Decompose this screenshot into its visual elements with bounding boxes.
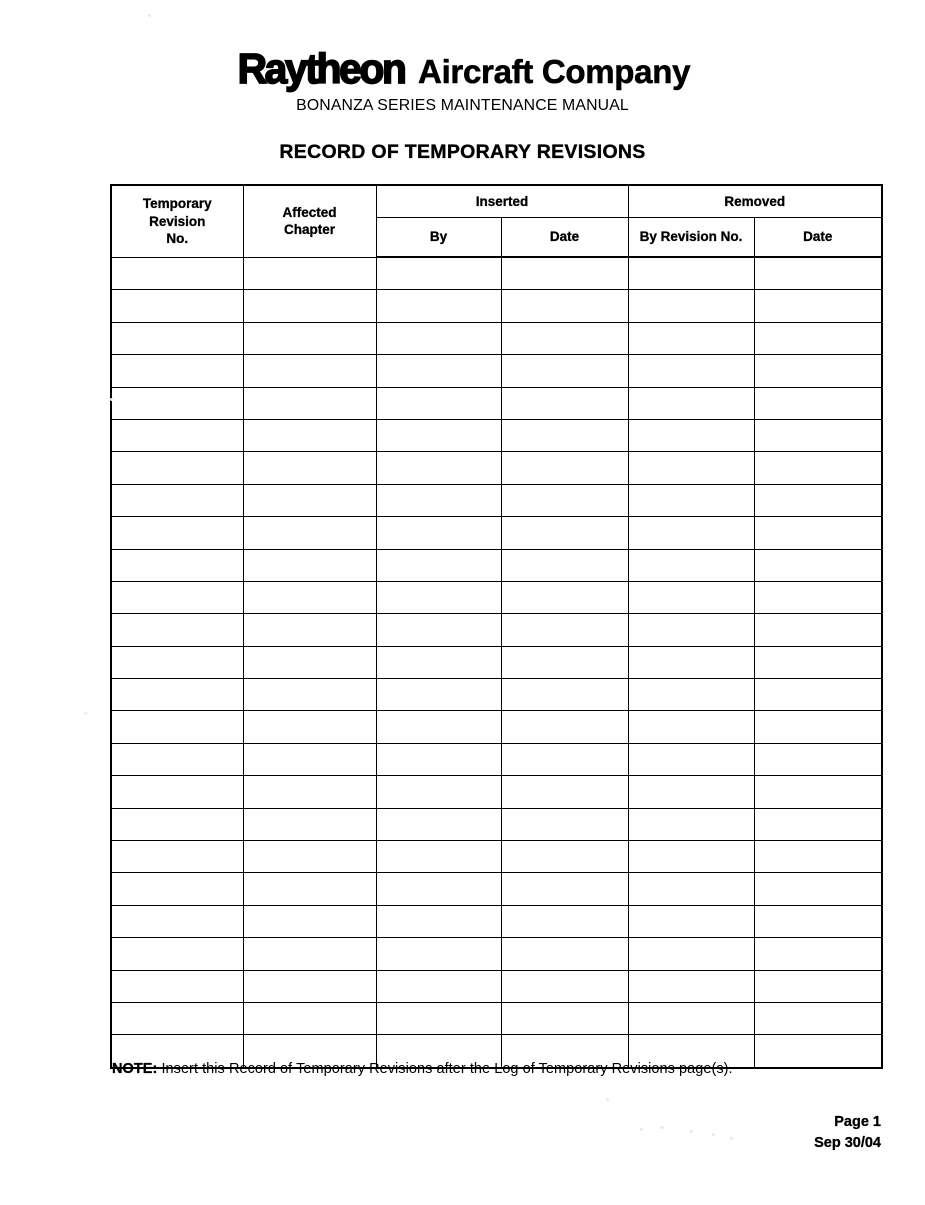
- table-cell[interactable]: [501, 679, 628, 711]
- table-cell[interactable]: [628, 387, 754, 419]
- table-cell[interactable]: [628, 614, 754, 646]
- table-cell[interactable]: [243, 938, 376, 970]
- table-cell[interactable]: [754, 290, 882, 322]
- note-line: [112, 1060, 733, 1079]
- table-row[interactable]: [111, 290, 882, 322]
- table-cell[interactable]: [243, 1002, 376, 1034]
- table-cell[interactable]: [501, 614, 628, 646]
- column-group-header-removed: Removed: [628, 185, 882, 218]
- table-cell[interactable]: [376, 387, 501, 419]
- table-cell[interactable]: [501, 1002, 628, 1034]
- table-cell[interactable]: [243, 776, 376, 808]
- table-cell[interactable]: [111, 711, 243, 743]
- table-cell[interactable]: [628, 355, 754, 387]
- manual-subtitle: BONANZA SERIES MAINTENANCE MANUAL: [296, 97, 629, 114]
- table-cell[interactable]: [376, 452, 501, 484]
- table-cell[interactable]: [376, 679, 501, 711]
- table-row[interactable]: [111, 355, 882, 387]
- table-cell[interactable]: [376, 905, 501, 937]
- table-head: [111, 185, 882, 257]
- table-cell[interactable]: [501, 646, 628, 678]
- table-row[interactable]: [111, 452, 882, 484]
- table-cell[interactable]: [111, 322, 243, 354]
- table-cell[interactable]: [111, 679, 243, 711]
- table-cell[interactable]: [376, 873, 501, 905]
- table-cell[interactable]: [243, 257, 376, 290]
- table-cell[interactable]: [243, 419, 376, 451]
- table-row[interactable]: [111, 679, 882, 711]
- table-cell[interactable]: [628, 679, 754, 711]
- note-label: NOTE:: [112, 1061, 158, 1077]
- table-cell[interactable]: [628, 322, 754, 354]
- table-cell[interactable]: [754, 517, 882, 549]
- scan-speckle: [148, 14, 151, 17]
- table-cell[interactable]: [501, 355, 628, 387]
- table-cell[interactable]: [243, 452, 376, 484]
- raytheon-logo-wordmark: Raytheon: [237, 45, 405, 92]
- table-cell[interactable]: [501, 841, 628, 873]
- table-cell[interactable]: [243, 484, 376, 516]
- table-cell[interactable]: [243, 970, 376, 1002]
- table-cell[interactable]: [501, 711, 628, 743]
- note-text: Insert this Record of Temporary Revisions after the Log of Temporary Revisions page(s).: [161, 1061, 733, 1077]
- table-cell[interactable]: [111, 581, 243, 613]
- table-cell[interactable]: [243, 581, 376, 613]
- table-cell[interactable]: [628, 938, 754, 970]
- table-row[interactable]: [111, 257, 882, 290]
- table-cell[interactable]: [754, 257, 882, 290]
- table-cell[interactable]: [243, 387, 376, 419]
- column-header-inserted-date: Date: [501, 218, 628, 258]
- table-cell[interactable]: [754, 581, 882, 613]
- scan-speckle: [712, 1133, 715, 1136]
- brand-line: [0, 45, 925, 92]
- table-cell[interactable]: [111, 484, 243, 516]
- table-cell[interactable]: [501, 743, 628, 775]
- table-cell[interactable]: [754, 743, 882, 775]
- table-row[interactable]: [111, 711, 882, 743]
- table-cell[interactable]: [243, 905, 376, 937]
- table-row[interactable]: [111, 646, 882, 678]
- table-cell[interactable]: [111, 387, 243, 419]
- scan-speckle: [640, 1128, 643, 1131]
- table-cell[interactable]: [501, 905, 628, 937]
- table-cell[interactable]: [754, 614, 882, 646]
- table-cell[interactable]: [111, 1002, 243, 1034]
- table-cell[interactable]: [376, 1002, 501, 1034]
- table-row[interactable]: [111, 873, 882, 905]
- page-footer: [814, 1112, 881, 1154]
- table-group-header-row: [111, 185, 882, 218]
- table-row[interactable]: [111, 938, 882, 970]
- scan-speckle: [690, 1130, 693, 1133]
- table-cell[interactable]: [628, 646, 754, 678]
- table-cell[interactable]: [754, 808, 882, 840]
- table-cell[interactable]: [628, 873, 754, 905]
- table-cell[interactable]: [376, 743, 501, 775]
- table-cell[interactable]: [243, 549, 376, 581]
- table-cell[interactable]: [754, 484, 882, 516]
- table-cell[interactable]: [111, 549, 243, 581]
- table-cell[interactable]: [754, 970, 882, 1002]
- table-cell[interactable]: [754, 419, 882, 451]
- table-cell[interactable]: [111, 776, 243, 808]
- table-cell[interactable]: [628, 776, 754, 808]
- table-cell[interactable]: [243, 743, 376, 775]
- table-cell[interactable]: [754, 776, 882, 808]
- table-row[interactable]: [111, 970, 882, 1002]
- table-cell[interactable]: [754, 355, 882, 387]
- table-cell[interactable]: [243, 614, 376, 646]
- table-cell[interactable]: [501, 938, 628, 970]
- table-cell[interactable]: [376, 257, 501, 290]
- column-header-inserted-by: By: [376, 218, 501, 258]
- scan-speckle: [730, 1137, 733, 1140]
- table-row[interactable]: [111, 484, 882, 516]
- table-cell[interactable]: [111, 873, 243, 905]
- table-body: [111, 257, 882, 1068]
- table-cell[interactable]: [111, 290, 243, 322]
- table-cell[interactable]: [628, 841, 754, 873]
- column-header-removed-by-revision-no: By Revision No.: [628, 218, 754, 258]
- table-cell[interactable]: [376, 484, 501, 516]
- footer-page-number: Page 1: [834, 1114, 881, 1130]
- table-cell[interactable]: [376, 517, 501, 549]
- table-cell[interactable]: [754, 905, 882, 937]
- header-line-revision: Revision: [149, 213, 206, 229]
- header-line-affected: Affected: [282, 204, 337, 220]
- table-row[interactable]: [111, 419, 882, 451]
- table-cell[interactable]: [243, 646, 376, 678]
- table-row[interactable]: [111, 614, 882, 646]
- table-cell[interactable]: [628, 743, 754, 775]
- table-cell[interactable]: [376, 549, 501, 581]
- table-cell[interactable]: [754, 549, 882, 581]
- table-cell[interactable]: [243, 517, 376, 549]
- table-row[interactable]: [111, 517, 882, 549]
- table-cell[interactable]: [501, 290, 628, 322]
- table-cell[interactable]: [628, 290, 754, 322]
- table-cell[interactable]: [243, 679, 376, 711]
- table-row[interactable]: [111, 808, 882, 840]
- table-cell[interactable]: [243, 290, 376, 322]
- table-cell[interactable]: [501, 808, 628, 840]
- table-cell[interactable]: [754, 1035, 882, 1068]
- table-cell[interactable]: [628, 905, 754, 937]
- table-cell[interactable]: [376, 614, 501, 646]
- table-cell[interactable]: [111, 355, 243, 387]
- table-cell[interactable]: [628, 581, 754, 613]
- table-cell[interactable]: [754, 646, 882, 678]
- table-row[interactable]: [111, 322, 882, 354]
- table-cell[interactable]: [754, 873, 882, 905]
- table-cell[interactable]: [501, 549, 628, 581]
- table-cell[interactable]: [376, 419, 501, 451]
- table-cell[interactable]: [501, 873, 628, 905]
- table-cell[interactable]: [111, 905, 243, 937]
- table-cell[interactable]: [754, 387, 882, 419]
- table-cell[interactable]: [628, 484, 754, 516]
- table-cell[interactable]: [376, 290, 501, 322]
- column-header-affected-chapter: [243, 185, 376, 257]
- table-cell[interactable]: [501, 970, 628, 1002]
- table-cell[interactable]: [243, 711, 376, 743]
- table-cell[interactable]: [111, 841, 243, 873]
- table-cell[interactable]: [243, 355, 376, 387]
- scan-speckle: [660, 1126, 664, 1129]
- header-line-temporary: Temporary: [142, 196, 212, 212]
- table-cell[interactable]: [501, 581, 628, 613]
- table-cell[interactable]: [243, 808, 376, 840]
- table-row[interactable]: [111, 776, 882, 808]
- table-cell[interactable]: [754, 711, 882, 743]
- table-cell[interactable]: [111, 614, 243, 646]
- table-cell[interactable]: [754, 938, 882, 970]
- table-cell[interactable]: [754, 322, 882, 354]
- table-cell[interactable]: [111, 517, 243, 549]
- brand-aircraft-company: Aircraft Company: [418, 53, 691, 90]
- table-cell[interactable]: [243, 841, 376, 873]
- table-cell[interactable]: [628, 452, 754, 484]
- scan-speckle: [84, 712, 87, 715]
- table-cell[interactable]: [376, 776, 501, 808]
- table-cell[interactable]: [754, 841, 882, 873]
- table-cell[interactable]: [376, 646, 501, 678]
- table-cell[interactable]: [628, 970, 754, 1002]
- table-cell[interactable]: [501, 776, 628, 808]
- record-of-temporary-revisions-table: [110, 184, 883, 1069]
- table-cell[interactable]: [111, 743, 243, 775]
- table-cell[interactable]: [376, 970, 501, 1002]
- table-cell[interactable]: [111, 938, 243, 970]
- table-row[interactable]: [111, 549, 882, 581]
- table-cell[interactable]: [501, 517, 628, 549]
- table-cell[interactable]: [754, 1002, 882, 1034]
- table-cell[interactable]: [111, 257, 243, 290]
- table-cell[interactable]: [376, 938, 501, 970]
- record-of-temporary-revisions-table-wrap: [110, 184, 881, 1069]
- table-row[interactable]: [111, 841, 882, 873]
- table-cell[interactable]: [628, 517, 754, 549]
- header-line-no: No.: [166, 230, 189, 246]
- table-row[interactable]: [111, 905, 882, 937]
- table-cell[interactable]: [376, 322, 501, 354]
- document-header: [0, 45, 925, 115]
- table-cell[interactable]: [111, 970, 243, 1002]
- column-header-removed-date: Date: [754, 218, 882, 258]
- header-line-chapter: Chapter: [283, 222, 335, 238]
- table-cell[interactable]: [754, 452, 882, 484]
- footer-revision-date: Sep 30/04: [814, 1135, 881, 1152]
- table-cell[interactable]: [501, 387, 628, 419]
- table-cell[interactable]: [628, 419, 754, 451]
- table-cell[interactable]: [501, 452, 628, 484]
- table-cell[interactable]: [111, 452, 243, 484]
- table-row[interactable]: [111, 743, 882, 775]
- table-cell[interactable]: [111, 808, 243, 840]
- table-row[interactable]: [111, 581, 882, 613]
- table-cell[interactable]: [628, 808, 754, 840]
- table-cell[interactable]: [376, 581, 501, 613]
- table-cell[interactable]: [628, 257, 754, 290]
- column-header-temporary-revision-no: [111, 185, 243, 257]
- column-group-header-inserted: Inserted: [376, 185, 628, 218]
- table-cell[interactable]: [111, 646, 243, 678]
- table-cell[interactable]: [376, 841, 501, 873]
- table-cell[interactable]: [243, 873, 376, 905]
- table-row[interactable]: [111, 1002, 882, 1034]
- table-cell[interactable]: [754, 679, 882, 711]
- table-cell[interactable]: [111, 419, 243, 451]
- table-cell[interactable]: [501, 322, 628, 354]
- table-row[interactable]: [111, 387, 882, 419]
- table-cell[interactable]: [501, 257, 628, 290]
- table-cell[interactable]: [376, 355, 501, 387]
- table-cell[interactable]: [376, 711, 501, 743]
- table-cell[interactable]: [628, 711, 754, 743]
- page-title: RECORD OF TEMPORARY REVISIONS: [279, 141, 646, 163]
- table-cell[interactable]: [501, 484, 628, 516]
- table-cell[interactable]: [243, 322, 376, 354]
- table-cell[interactable]: [376, 808, 501, 840]
- table-cell[interactable]: [628, 549, 754, 581]
- scan-speckle: [606, 1098, 609, 1101]
- table-cell[interactable]: [501, 419, 628, 451]
- table-cell[interactable]: [628, 1002, 754, 1034]
